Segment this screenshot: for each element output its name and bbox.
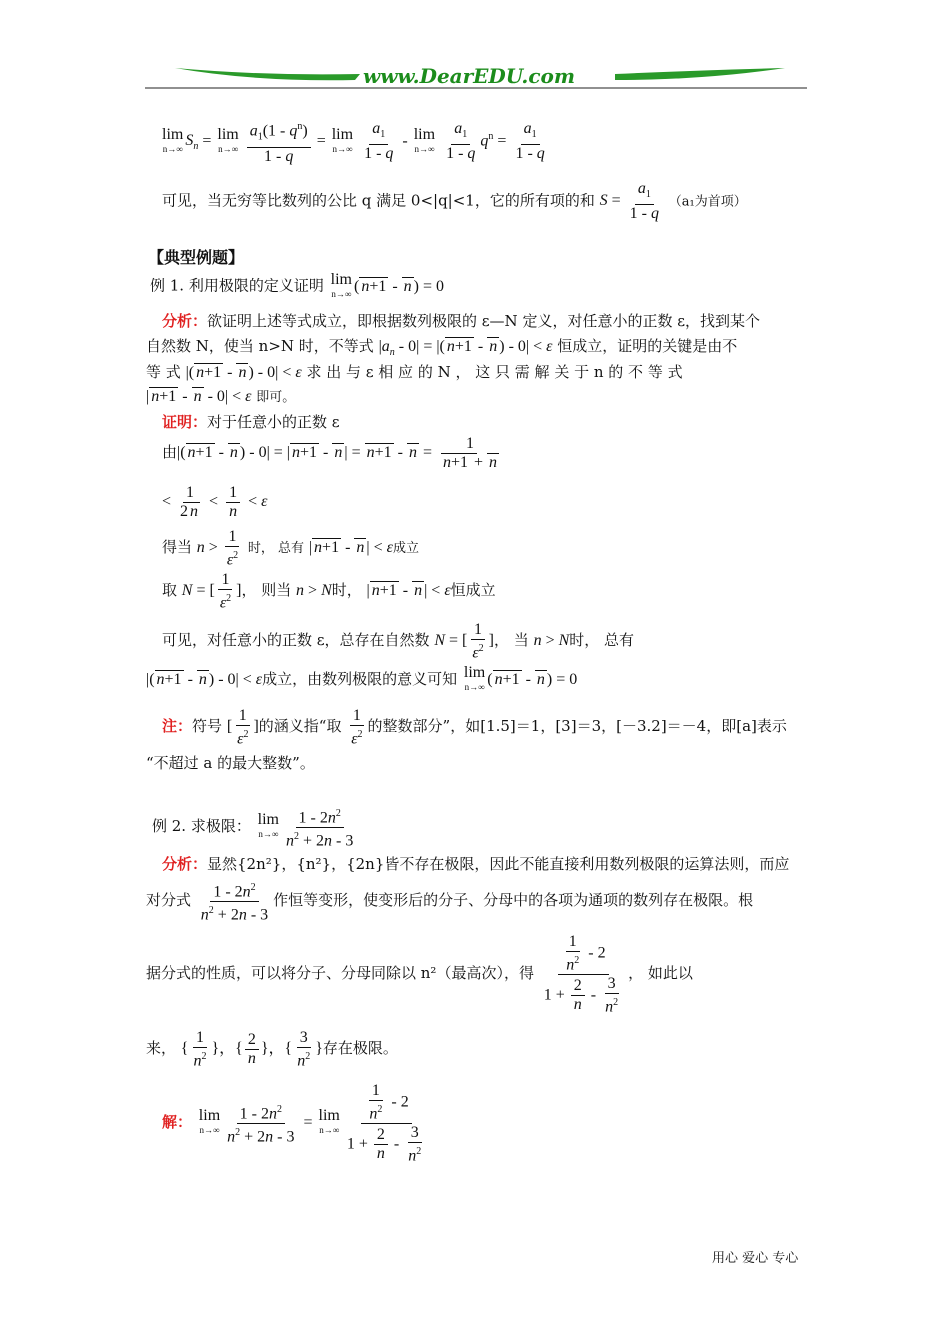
example1-proof-3: < $\frac{1}{2 n}$ < $\frac{1}{n}$ < ε (162, 483, 268, 520)
example1-proof-2: 由|( n+1 - n ) - 0| = | n+1 - n | = n+1 - n = $\frac{1}{n+1 + n}$ (162, 434, 498, 471)
example1-proof-1: 证明：对于任意小的正数 ε (162, 413, 340, 431)
example1-analysis-4: | n+1 - n - 0| < ε 即可。 (146, 388, 296, 405)
example1-analysis-3: 等 式 |( n+1 - n ) - 0| < ε 求 出 与 ε 相 应 的 N ， 这 只 需 解 关 于 n 的 不 等 式 (146, 363, 683, 381)
example2-title: 例 2. 求极限： lim n→∞ $\frac{1 - 2n^2}{n^2 + 2n - 3}$ (152, 804, 358, 850)
example1-analysis-2: 自然数 N，使当 n>N 时，不等式 $|a_n - 0|$ = |( n+1 - n ) - 0| < ε 恒成立，证明的关键是由不 (146, 337, 738, 359)
example1-analysis-1: 分析：欲证明上述等式成立，即根据数列极限的 ε—N 定义，对任意小的正数 ε，找到某个 (162, 312, 760, 330)
intro-formula: lim n→∞ $S_n$ = lim n→∞ $\frac{a_1(1 - q^n)}{1 - q}$ = lim n→∞ $\frac{a_1}{1 - q}$ - lim n→∞ $\frac{a_1}{1 - q}$ $q^n$ = $\frac{a_1}{1 - q}$ (160, 118, 550, 166)
section-title: 【典型例题】 (148, 248, 245, 267)
example1-conclusion-1: 可见，对任意小的正数 ε，总存在自然数 N = [ $\frac{1}{\varepsilon^2}$ ]， 当 n > N时， 总有 (162, 620, 635, 661)
example2-analysis-3: 据分式的性质，可以将分子、分母同除以 n²（最高次），得 $\frac{1}{n^2}$ - 2 1 + $\frac{2}{n}$ - $\frac{3}{n^2}$ ， 如此以 (146, 932, 693, 1016)
example1-title: 例 1. 利用极限的定义证明 lim n→∞ ( n+1 - n ) = 0 (150, 271, 445, 299)
header-logo (145, 62, 807, 94)
example1-conclusion-2: |( n+1 - n ) - 0| < ε成立，由数列极限的意义可知 lim n→∞ ( n+1 - n ) = 0 (146, 664, 578, 693)
site-name: www.DearEDU.com (363, 64, 576, 88)
example2-analysis-2: 对分式 $\frac{1 - 2n^2}{n^2 + 2n - 3}$ 作恒等变形，使变形后的分子、分母中的各项为通项的数列存在极限。根 (146, 876, 753, 925)
example1-proof-4: 得当 n > $\frac{1}{\varepsilon^2}$ 时， 总有 | n+1 - n | < ε成立 (162, 527, 419, 568)
example1-proof-5: 取 N = [ $\frac{1}{\varepsilon^2}$ ]， 则当 n > N时， | n+1 - n | < ε恒成立 (162, 570, 496, 611)
footer-slogan: 用心 爱心 专心 (712, 1251, 799, 1266)
example1-note-1: 注：符号 [ $\frac{1}{\varepsilon^2}$ ]的涵义指“取 $\frac{1}{\varepsilon^2}$ 的整数部分”，如[1.5]＝1，[3]＝3，[－3.2]＝－4，即[a]表示 (162, 706, 787, 747)
example1-note-2: “不超过 a 的最大整数”。 (146, 754, 315, 772)
example2-analysis-4: 来， { $\frac{1}{n^2}$ }，{ $\frac{2}{n}$ }，{ $\frac{3}{n^2}$ }存在极限。 (146, 1028, 398, 1069)
intro-sentence: 可见，当无穷等比数列的公比 q 满足 0<|q|<1，它的所有项的和 S = $\frac{a_1}{1 - q}$ （a₁为首项） (162, 180, 747, 223)
example2-solution: 解： lim n→∞ $\frac{1 - 2n^2}{n^2 + 2n - 3}$ = lim n→∞ $\frac{1}{n^2}$ - 2 1 + $\frac{2}{n}$ - $\frac{3}{n^2}$ (162, 1081, 422, 1165)
example2-analysis-1: 分析：显然{2n²}，{n²}，{2n}皆不存在极限，因此不能直接利用数列极限的运算法则，而应 (162, 855, 790, 873)
